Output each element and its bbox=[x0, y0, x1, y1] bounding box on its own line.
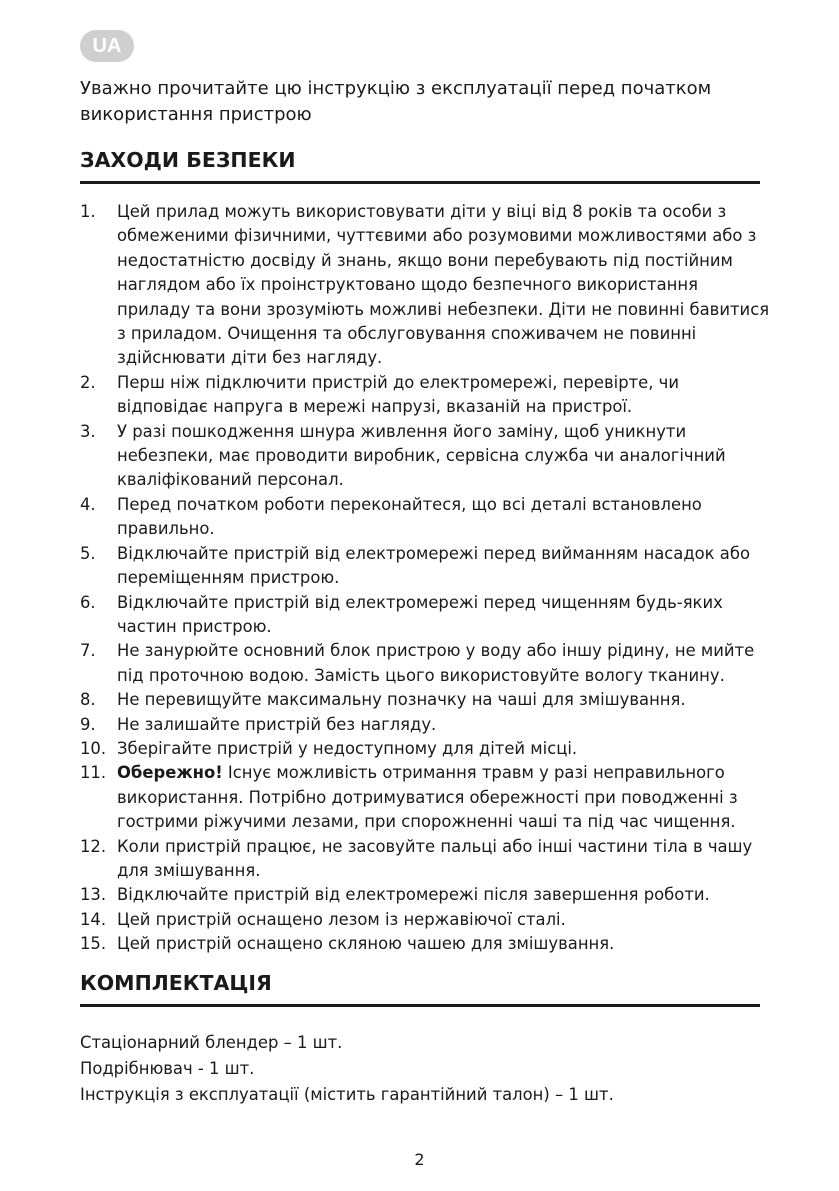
list-item bbox=[80, 713, 770, 737]
item-number: 7. bbox=[80, 641, 96, 661]
list-item bbox=[80, 591, 770, 640]
list-item bbox=[80, 688, 770, 712]
item-number: 11. bbox=[80, 763, 107, 783]
item-number: 5. bbox=[80, 543, 96, 563]
list-item bbox=[80, 420, 770, 493]
list-item bbox=[80, 493, 770, 542]
item-number: 10. bbox=[80, 738, 107, 758]
warning-label: Обережно! bbox=[117, 763, 223, 783]
page-number: 2 bbox=[414, 1150, 425, 1169]
list-item bbox=[80, 908, 770, 932]
item-text: Коли пристрій працює, не засовуйте пальці або інші частини тіла в чашу для змішування. bbox=[117, 836, 753, 880]
item-text: Відключайте пристрій від електромережі перед вийманням насадок або переміщенням пристрою. bbox=[117, 543, 750, 588]
item-number: 3. bbox=[80, 421, 96, 441]
item-text: Перед початком роботи переконайтеся, що всі деталі встановлено правильно. bbox=[117, 494, 702, 539]
language-badge: UA bbox=[80, 30, 134, 62]
item-text: Цей пристрій оснащено лезом із нержавіючої сталі. bbox=[117, 909, 566, 929]
list-item bbox=[80, 542, 770, 591]
list-item bbox=[80, 835, 770, 884]
item-number: 12. bbox=[80, 836, 107, 856]
item-text: Зберігайте пристрій у недоступному для дітей місці. bbox=[117, 738, 578, 758]
item-text: У разі пошкодження шнура живлення його заміну, щоб уникнути небезпеки, має проводити виробник, сервісна служба чи аналогічний кваліфікований персонал. bbox=[117, 421, 726, 490]
kit-list bbox=[80, 1030, 770, 1108]
list-item bbox=[80, 371, 770, 420]
kit-item: Інструкція з експлуатації (містить гарантійний талон) – 1 шт. bbox=[80, 1085, 614, 1104]
list-item bbox=[80, 200, 770, 371]
item-number: 1. bbox=[80, 202, 96, 221]
list-item bbox=[80, 932, 770, 956]
list-item bbox=[80, 737, 770, 761]
item-number: 4. bbox=[80, 494, 96, 514]
item-text: Не перевищуйте максимальну позначку на чаші для змішування. bbox=[117, 690, 686, 710]
list-item bbox=[80, 761, 770, 834]
item-number: 14. bbox=[80, 909, 107, 929]
item-text: Перш ніж підключити пристрій до електромережі, перевірте, чи відповідає напруга в мережі напрузі, вказаній на пристрої. bbox=[117, 372, 680, 417]
list-item bbox=[80, 639, 770, 688]
item-text: Цей прилад можуть використовувати діти у віці від 8 років та особи з обмеженими фізичними, чуттєвими або розумовими можливостями або з недостатністю досвіду й знань, якщо вони перебувають під постійним наглядом або їх проінструктовано щодо безпечного використання приладу та вони зрозуміють можливі небезпеки. Діти не повинні бавитися з приладом. Очищення та обслуговування споживачем не повинні здійснювати діти без нагляду. bbox=[117, 202, 770, 368]
list-item bbox=[80, 883, 770, 907]
item-text: Цей пристрій оснащено скляною чашею для змішування. bbox=[117, 934, 615, 954]
item-number: 6. bbox=[80, 592, 96, 612]
kit-item: Стаціонарний блендер – 1 шт. bbox=[80, 1033, 343, 1052]
item-text: Не занурюйте основний блок пристрою у воду або іншу рідину, не мийте під проточною водою. Замість цього використовуйте вологу тканину. bbox=[117, 641, 755, 685]
item-number: 9. bbox=[80, 714, 96, 734]
item-number: 13. bbox=[80, 885, 107, 905]
item-text: Не залишайте пристрій без нагляду. bbox=[117, 714, 437, 734]
item-number: 2. bbox=[80, 372, 96, 392]
item-text: Відключайте пристрій від електромережі після завершення роботи. bbox=[117, 885, 710, 905]
kit-item: Подрібнювач - 1 шт. bbox=[80, 1059, 255, 1078]
safety-section-title: ЗАХОДИ БЕЗПЕКИ bbox=[80, 147, 760, 184]
kit-section-title: КОМПЛЕКТАЦІЯ bbox=[80, 970, 760, 1007]
item-number: 8. bbox=[80, 690, 96, 710]
intro-text: Уважно прочитайте цю інструкцію з експлуатації перед початком використання пристрою bbox=[80, 78, 712, 125]
item-text: Існує можливість отримання травм у разі неправильного використання. Потрібно дотримуватися обережності при поводженні з гострими ріжучими лезами, при спорожненні чаші та під час чищення. bbox=[117, 763, 738, 832]
item-number: 15. bbox=[80, 934, 107, 954]
safety-rules-list bbox=[80, 200, 770, 957]
item-text: Відключайте пристрій від електромережі перед чищенням будь-яких частин пристрою. bbox=[117, 592, 723, 636]
